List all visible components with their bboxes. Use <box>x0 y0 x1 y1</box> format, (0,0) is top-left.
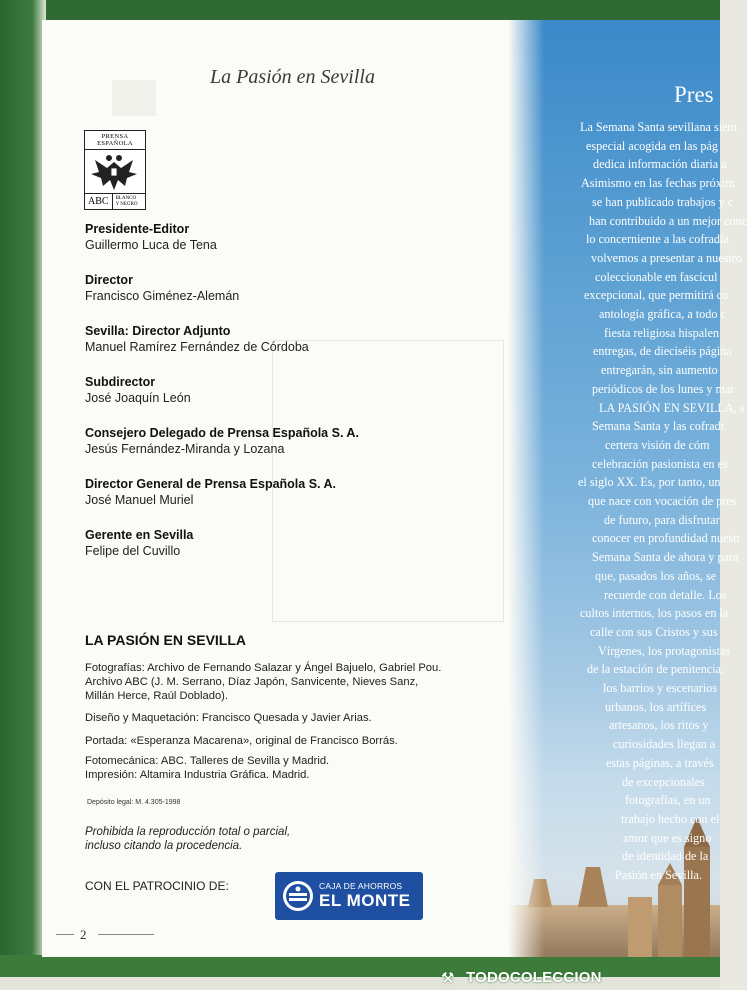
presentation-text-line: certera visión de cóm <box>605 437 710 452</box>
logo-bottom-band <box>85 193 145 209</box>
credit-name: José Joaquín León <box>85 391 191 405</box>
prensa-espanola-logo <box>84 130 146 210</box>
credit-block <box>85 527 505 559</box>
presentation-text-line: volvemos a presentar a nuestro <box>591 250 742 265</box>
presentation-text-line: Semana Santa de ahora y para <box>592 550 739 565</box>
caja-logo-line2: EL MONTE <box>319 891 411 910</box>
background-strip <box>0 977 720 990</box>
eagle-emblem-icon <box>85 150 143 194</box>
presentation-text-line: fotografías, en un <box>625 793 711 808</box>
presentation-text-line: de identidad de la <box>622 849 709 864</box>
copyright-notice <box>85 825 290 853</box>
credit-role: Director General de Prensa Española S. A. <box>85 477 337 491</box>
presentation-text-line: calle con sus Cristos y sus <box>590 624 718 639</box>
caja-logo-line1: CAJA DE AHORROS <box>319 881 403 891</box>
credit-role: Subdirector <box>85 375 156 389</box>
fotografias-text <box>85 661 441 703</box>
presentation-text-line: coleccionable en fascícul <box>595 269 718 284</box>
credit-block <box>85 374 505 406</box>
book-cover-top-edge <box>0 0 720 22</box>
presentation-text-line: Pasión en Sevilla. <box>615 868 702 882</box>
copyright-line: Prohibida la reproducción total o parcial, <box>85 826 291 838</box>
presentation-text-line: urbanos, los artífices <box>605 699 707 714</box>
presentation-text-line: los barrios y escenarios <box>603 681 718 695</box>
presentation-text-line: excepcional, que permitirá co <box>584 288 729 303</box>
presentation-text-line: Asimismo en las fechas próxim <box>581 176 735 191</box>
logo-top-text: PRENSA ESPAÑOLA <box>85 131 145 150</box>
running-head: La Pasión en Sevilla <box>210 66 375 88</box>
presentation-text-line: se han publicado trabajos y c <box>592 194 734 209</box>
watermark: TODOCOLECCION <box>466 969 602 986</box>
fotografias-line: Millán Herce, Raúl Doblado). <box>85 690 229 702</box>
caja-logo-text <box>319 881 411 911</box>
folio-rule-left <box>56 934 74 935</box>
presentation-text-line: el siglo XX. Es, por tanto, un <box>578 475 721 490</box>
credit-block <box>85 476 505 508</box>
caja-el-monte-logo <box>275 872 423 920</box>
presentation-text-line: La Semana Santa sevillana siem <box>580 120 738 134</box>
impresion-text: Impresión: Altamira Industria Gráfica. Madrid. <box>85 769 310 781</box>
show-through-frame <box>112 80 156 116</box>
diseno-text: Diseño y Maquetación: Francisco Quesada y Javier Arias. <box>85 712 372 724</box>
presentation-text-line: de excepcionales <box>622 774 705 789</box>
presentation-text-line: especial acogida en las pág <box>586 138 718 153</box>
book-cover-left-edge <box>0 0 46 975</box>
book-cover-bottom-edge <box>0 955 720 977</box>
presentation-text-line: artesanos, los ritos y <box>609 718 709 733</box>
sponsor-label: CON EL PATROCINIO DE: <box>85 879 229 893</box>
presentation-text-line: fiesta religiosa hispalen <box>604 325 720 340</box>
panel-title: Pres <box>674 82 714 107</box>
credit-name: José Manuel Muriel <box>85 493 194 507</box>
credit-role: Director <box>85 273 133 287</box>
page-number: 2 <box>80 927 87 942</box>
credit-name: Francisco Giménez-Alemán <box>85 289 240 303</box>
presentation-text-line: antología gráfica, a todo c <box>599 307 726 321</box>
credit-block <box>85 425 505 457</box>
presentation-text-line: entregarán, sin aumento <box>601 363 718 378</box>
credit-name: Jesús Fernández-Miranda y Lozana <box>85 442 285 456</box>
presentation-text-line: de futuro, para disfrutar <box>604 512 720 527</box>
credit-block <box>85 272 505 304</box>
credit-role: Gerente en Sevilla <box>85 528 194 542</box>
fotografias-line: Fotografías: Archivo de Fernando Salazar y Ángel Bajuelo, Gabriel Pou. <box>85 662 442 674</box>
presentation-text-line: han contribuido a un mejor conc <box>589 213 747 228</box>
credit-block <box>85 323 505 355</box>
fotografias-line: Archivo ABC (J. M. Serrano, Díaz Japón, Sanvicente, Nieves Sanz, <box>85 676 419 688</box>
deposito-legal: Depósito legal: M. 4.305-1998 <box>87 799 181 806</box>
logo-abc-text: ABC <box>85 194 113 209</box>
presentation-text-line: de la estación de penitencia, <box>587 662 725 677</box>
presentation-text-line: entregas, de dieciséis página <box>593 344 732 359</box>
logo-sub-text: BLANCO Y NEGRO <box>115 195 138 207</box>
presentation-text-line: cultos internos, los pasos en la <box>580 606 729 621</box>
credit-role: Consejero Delegado de Prensa Española S. A. <box>85 426 359 440</box>
el-monte-emblem-icon <box>281 879 315 913</box>
credit-role: Sevilla: Director Adjunto <box>85 324 231 338</box>
panel-fade-edge <box>508 20 544 957</box>
presentation-text-line: que nace con vocación de pres <box>588 494 737 508</box>
presentation-text-line: Semana Santa y las cofradí <box>592 419 724 434</box>
credit-name: Manuel Ramírez Fernández de Córdoba <box>85 340 309 354</box>
credits-list <box>85 221 505 578</box>
presentation-panel <box>508 20 747 957</box>
hammer-icon: ⚒ <box>441 970 455 987</box>
presentation-text-line: lo concerniente a las cofradía <box>586 232 729 247</box>
presentation-text-line: amor que es signo <box>623 830 712 845</box>
presentation-text-line: conocer en profundidad nuestr <box>592 531 741 546</box>
credit-role: Presidente-Editor <box>85 222 190 236</box>
presentation-text-line: estas páginas, a través <box>606 755 714 770</box>
copyright-line: incluso citando la procedencia. <box>85 840 243 852</box>
presentation-text-line: que, pasados los años, se <box>595 568 717 583</box>
presentation-text-line: recuerde con detalle. Los <box>604 587 727 602</box>
portada-text: Portada: «Esperanza Macarena», original de Francisco Borrás. <box>85 735 398 747</box>
presentation-text-line: trabajo hecho con el <box>621 811 720 826</box>
fotomecanica-text: Fotomecánica: ABC. Talleres de Sevilla y Madrid. <box>85 755 330 767</box>
credit-name: Guillermo Luca de Tena <box>85 238 217 252</box>
credit-block <box>85 221 505 253</box>
presentation-text-line: LA PASIÓN EN SEVILLA, s <box>599 400 745 415</box>
credit-name: Felipe del Cuvillo <box>85 544 181 558</box>
book-page <box>42 20 747 957</box>
folio-rule-right <box>98 934 154 935</box>
presentation-text-line: periódicos de los lunes y mar <box>592 381 735 396</box>
presentation-text-line: dedica información diaria a <box>593 157 727 172</box>
presentation-text-line: Vírgenes, los protagonistas <box>598 643 731 658</box>
presentation-text-line: curiosidades llegan a <box>613 737 716 752</box>
section-title: LA PASIÓN EN SEVILLA <box>85 632 247 648</box>
presentation-text-line: celebración pasionista en es <box>592 456 728 471</box>
